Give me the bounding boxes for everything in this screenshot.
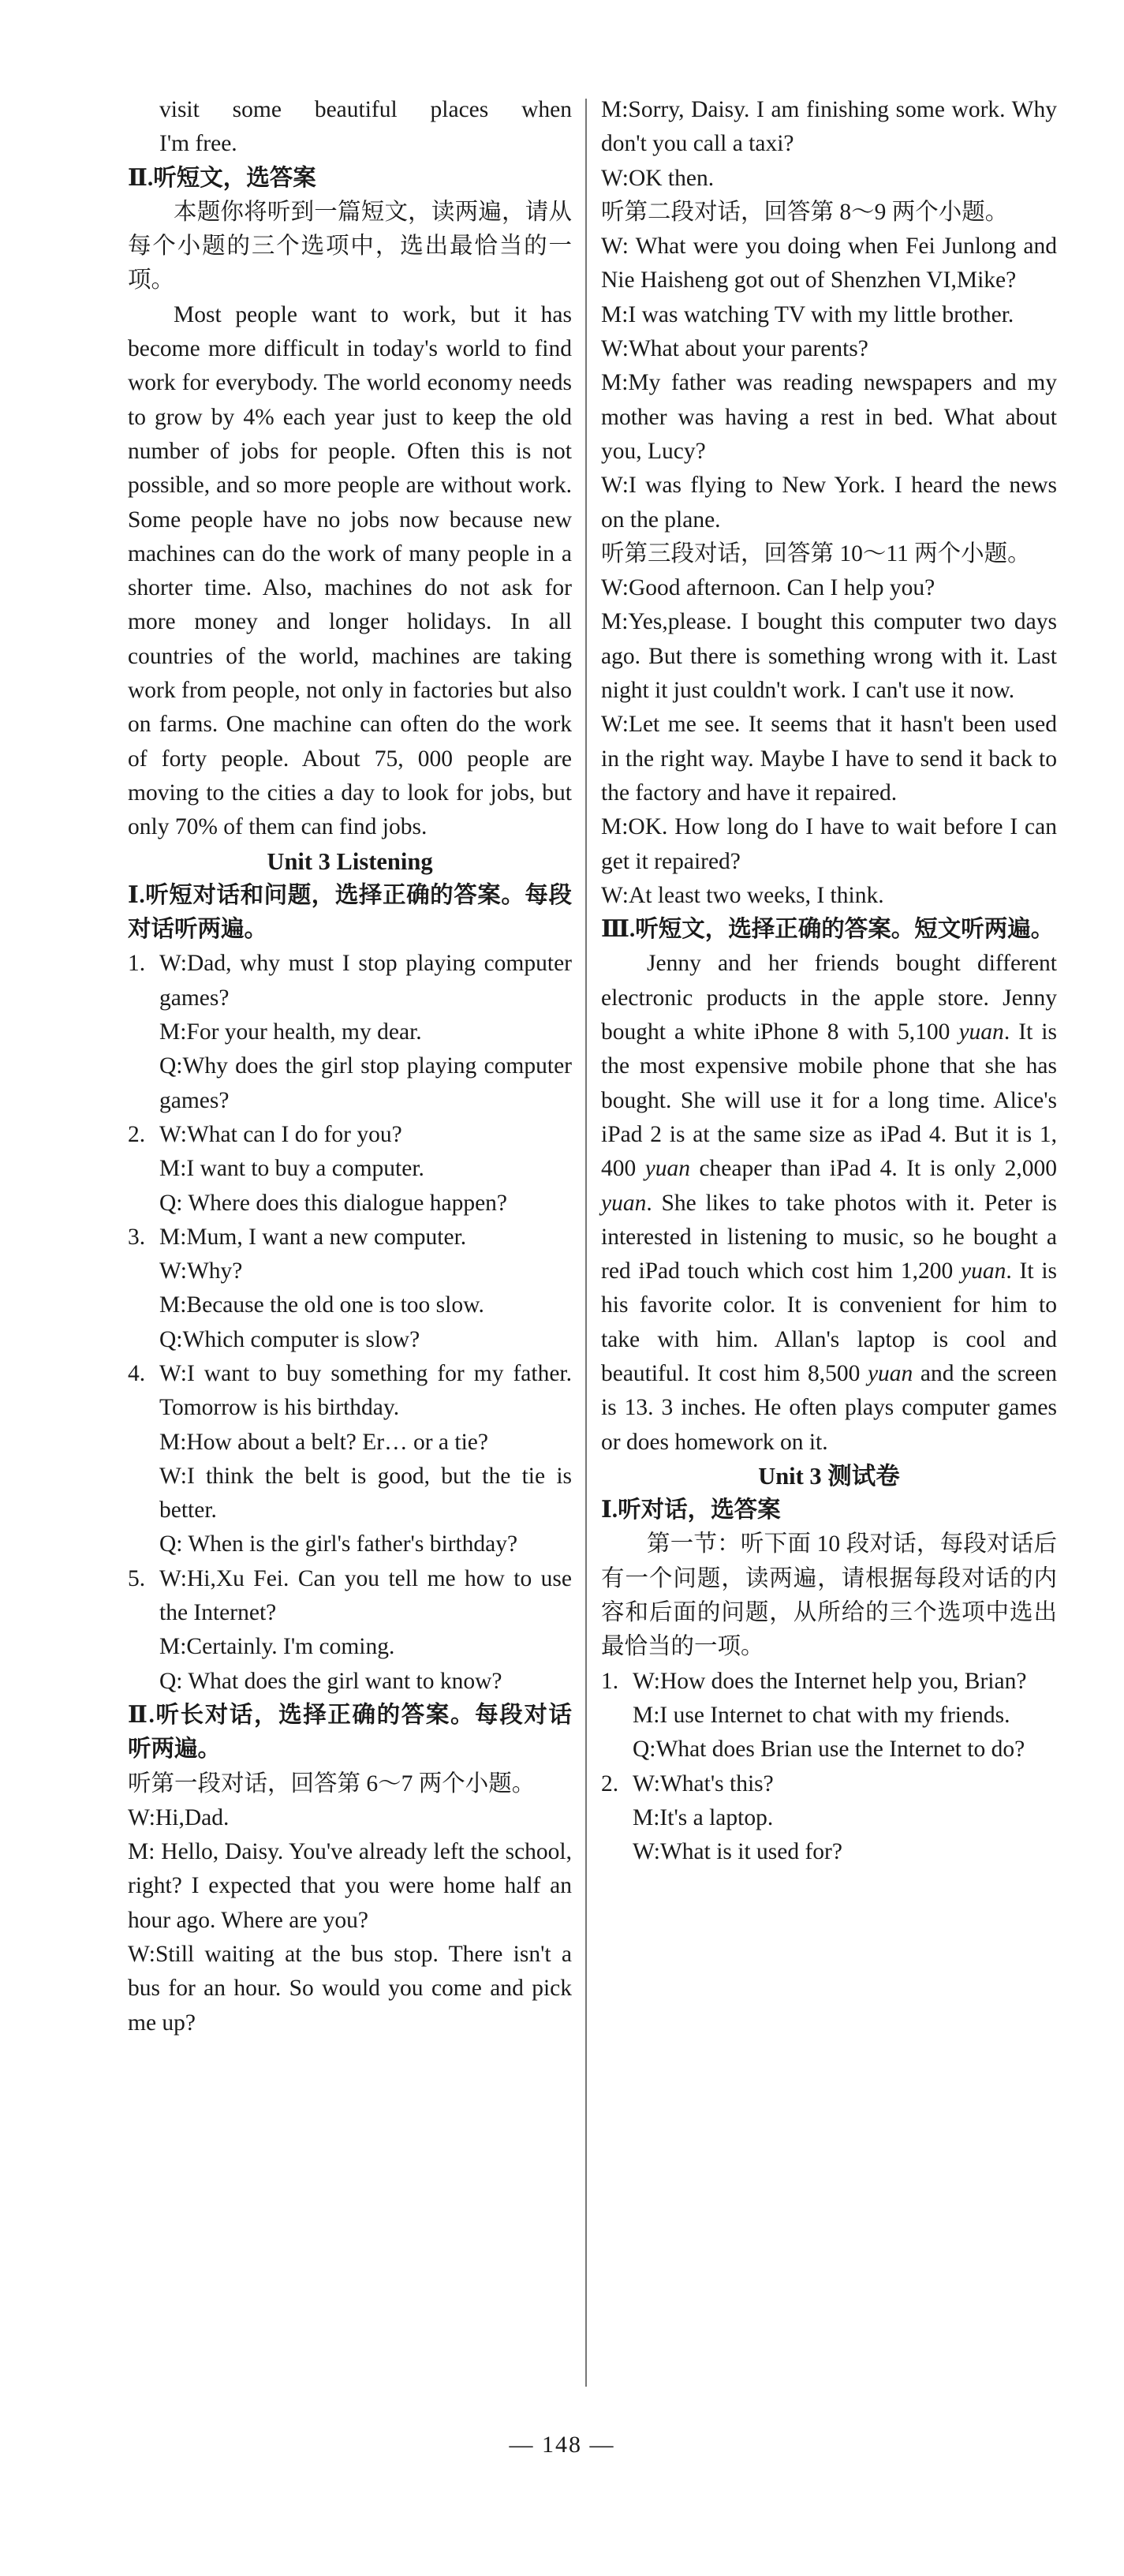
question-5: 5. W:Hi,Xu Fei. Can you tell me how to use the Internet?	[128, 1565, 572, 1626]
passage: Most people want to work, but it has become more difficult in today's world to find work for everybody. The world economy needs to grow by 4% each year just to keep the old number of jobs for people. Often this is not possible, and so more people are without work. Some people have no jobs now because new machines can do the work of many people in a shorter time. Also, machines do not ask for more money and longer holidays. In all countries of the world, machines are taking work from people, not only in factories but also on farms. One machine can often do the work of forty people. About 75, 000 people are moving to the cities a day to look for jobs, but only 70% of them can find jobs.	[128, 301, 572, 840]
page-number: — 148 —	[509, 2432, 615, 2458]
question-2: 2. W:What can I do for you?	[128, 1121, 402, 1147]
dialogue-line: W:I was flying to New York. I heard the news on the plane.	[601, 473, 1057, 533]
dialogue-intro: 听第一段对话，回答第 6～7 两个小题。	[128, 1770, 536, 1796]
unit-title: Unit 3 Listening	[267, 847, 433, 875]
column-divider	[585, 99, 587, 2387]
question-3: 3. M:Mum, I want a new computer.	[128, 1224, 467, 1250]
text-line: visit some beautiful places when	[159, 97, 572, 122]
dialogue-line: W:OK then.	[601, 165, 715, 191]
section-title: Ⅱ.听长对话，选择正确的答案。每段对话听两遍。	[128, 1702, 572, 1763]
instruction: 本题你将听到一篇短文，读两遍，请从每个小题的三个选项中，选出最恰当的一项。	[128, 199, 572, 293]
dialogue-line: M: Hello, Daisy. You've already left the school, right? I expected that you were home half an hour ago. Where are you?	[128, 1839, 572, 1933]
dialogue-line: W:Hi,Dad.	[128, 1804, 230, 1830]
left-column: visit some beautiful places when I'm free. Ⅱ.听短文，选答案 本题你将听到一篇短文，读两遍，请从每个小题的三个选项中，选出最恰当的一项。 Most people want to work, but it has become more difficult in today's world to find work for everybody. The world economy needs to grow by 4% each year just to keep the old number of jobs for people. Often this is not possible, and so more people are without work. Some people have no jobs now because new machines can do the work of many people in a shorter time. Also, machines do not ask for more money and longer holidays. In all countries of the world, machines are taking work from people, not only in factories but also on farms. One machine can often do the work of forty people. About 75, 000 people are moving to the cities a day to look for jobs, but only 70% of them can find jobs. Unit 3 Listening Ⅰ.听短对话和问题，选择正确的答案。每段对话听两遍。 1. W:Dad, why must I stop playing computer games? M:For your health, my dear. Q:Why does the girl stop playing computer games? 2. W:What can I do for you? M:I want to buy a computer. Q: Where does this dialogue happen? 3. M:Mum, I want a new computer. W:Why? M:Because the old one is too slow. Q:Which computer is slow? 4. W:I want to buy something for my father. Tomorrow is his birthday. M:How about a belt? Er… or a tie? W:I think the belt is good, but the tie is better. Q: When is the girl's father's birthday? 5. W:Hi,Xu Fei. Can you tell me how to use the Internet? M:Certainly. I'm coming. Q: What does the girl want to know? Ⅱ.听长对话，选择正确的答案。每段对话听两遍。 听第一段对话，回答第 6～7 两个小题。 W:Hi,Dad. M: Hello, Daisy. You've already left the school, right? I expected that you were home half an hour ago. Where are you? W:Still waiting at the bus stop. There isn't a bus for an hour. So would you come and pick me up?	[128, 93, 572, 2040]
passage: Jenny and her friends bought different electronic products in the apple store. Jenny bought a white iPhone 8 with 5,100 yuan. It is the most expensive mobile phone that she has bought. She will use it for a long time. Alice's iPad 2 is at the same size as iPad 4. But it is 1, 400 yuan cheaper than iPad 4. It is only 2,000 yuan. She likes to take photos with it. Peter is interested in listening to music, so he bought a red iPad touch which cost him 1,200 yuan. It is his favorite color. It is convenient for him to take with him. Allan's laptop is cool and beautiful. It cost him 8,500 yuan and the screen is 13. 3 inches. He often plays computer games or does homework on it.	[601, 951, 1058, 1455]
dialogue-line: M:I was watching TV with my little brother.	[601, 301, 1014, 327]
dialogue-line: M:Sorry, Daisy. I am finishing some work. Why don't you call a taxi?	[601, 97, 1057, 157]
section-title: Ⅰ.听短对话和问题，选择正确的答案。每段对话听两遍。	[128, 882, 572, 943]
section-title: Ⅰ.听对话，选答案	[601, 1497, 781, 1524]
right-column: M:Sorry, Daisy. I am finishing some work. Why don't you call a taxi? W:OK then. 听第二段对话，回答第 8～9 两个小题。 W: What were you doing when Fei Junlong and Nie Haisheng got out of Shenzhen VI,Mike? M:I was watching TV with my little brother. W:What about your parents? M:My father was reading newspapers and my mother was having a rest in bed. What about you, Lucy? W:I was flying to New York. I heard the news on the plane. 听第三段对话，回答第 10～11 两个小题。 W:Good afternoon. Can I help you? M:Yes,please. I bought this computer two days ago. But there is something wrong with it. Last night it just couldn't work. I can't use it now. W:Let me see. It seems that it hasn't been used in the right way. Maybe I have to send it back to the factory and have it repaired. M:OK. How long do I have to wait before I can get it repaired? W:At least two weeks, I think. Ⅲ.听短文，选择正确的答案。短文听两遍。 Jenny and her friends bought different electronic products in the apple store. Jenny bought a white iPhone 8 with 5,100 yuan. It is the most expensive mobile phone that she has bought. She will use it for a long time. Alice's iPad 2 is at the same size as iPad 4. But it is 1, 400 yuan cheaper than iPad 4. It is only 2,000 yuan. She likes to take photos with it. Peter is interested in listening to music, so he bought a red iPad touch which cost him 1,200 yuan. It is his favorite color. It is convenient for him to take with him. Allan's laptop is cool and beautiful. It cost him 8,500 yuan and the screen is 13. 3 inches. He often plays computer games or does homework on it. Unit 3 测试卷 Ⅰ.听对话，选答案 第一节：听下面 10 段对话，每段对话后有一个问题，读两遍，请根据每段对话的内容和后面的问题，从所给的三个选项中选出最恰当的一项。 1. W:How does the Internet help you, Brian? M:I use Internet to chat with my friends. Q:What does Brian use the Internet to do? 2. W:What's this? M:It's a laptop. W:What is it used for?	[601, 93, 1057, 1869]
instruction: 第一节：听下面 10 段对话，每段对话后有一个问题，读两遍，请根据每段对话的内容和后面的问题，从所给的三个选项中选出最恰当的一项。	[601, 1531, 1057, 1660]
dialogue-intro: 听第三段对话，回答第 10～11 两个小题。	[601, 540, 1031, 566]
dialogue-line: W:What about your parents?	[601, 336, 868, 362]
test-question-2: 2. W:What's this?	[601, 1770, 774, 1796]
test-question-1: 1. W:How does the Internet help you, Brian?	[601, 1668, 1027, 1694]
dialogue-line: W:At least two weeks, I think.	[601, 882, 884, 908]
dialogue-line: W:Let me see. It seems that it hasn't been used in the right way. Maybe I have to send it back to the factory and have it repaired.	[601, 712, 1057, 806]
text-line: I'm free.	[159, 131, 237, 157]
dialogue-line: M:My father was reading newspapers and my mother was having a rest in bed. What about you, Lucy?	[601, 370, 1057, 464]
dialogue-line: M:OK. How long do I have to wait before I can get it repaired?	[601, 814, 1057, 874]
dialogue-intro: 听第二段对话，回答第 8～9 两个小题。	[601, 199, 1009, 225]
dialogue-line: W:Still waiting at the bus stop. There isn't a bus for an hour. So would you come and pick me up?	[128, 1942, 572, 2036]
dialogue-line: M:Yes,please. I bought this computer two days ago. But there is something wrong with it. Last night it just couldn't work. I can't use it now.	[601, 609, 1057, 704]
section-title: Ⅱ.听短文，选答案	[128, 165, 316, 191]
dialogue-line: W:Good afternoon. Can I help you?	[601, 575, 935, 601]
dialogue-line: W: What were you doing when Fei Junlong and Nie Haisheng got out of Shenzhen VI,Mike?	[601, 234, 1057, 293]
test-title: Unit 3 测试卷	[758, 1462, 900, 1490]
question-4: 4. W:I want to buy something for my father. Tomorrow is his birthday.	[128, 1360, 572, 1421]
question-1: 1. W:Dad, why must I stop playing computer games?	[128, 951, 572, 1011]
section-title: Ⅲ.听短文，选择正确的答案。短文听两遍。	[601, 917, 1055, 943]
